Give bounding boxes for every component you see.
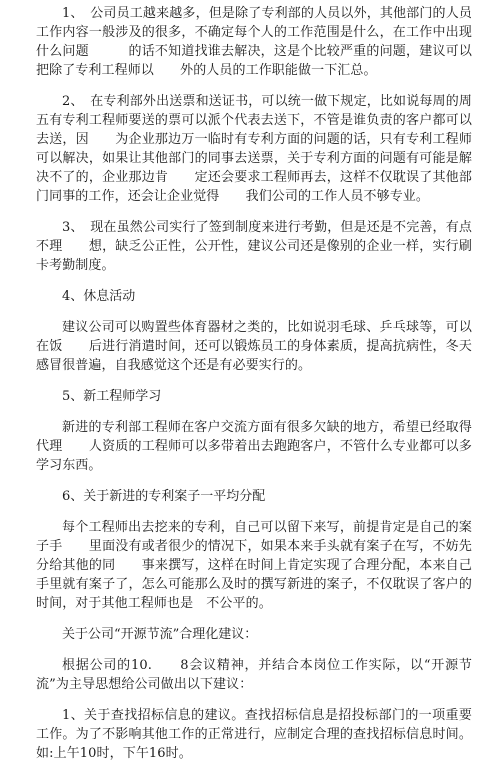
heading-new-engineer-learning: 5、新工程师学习 xyxy=(62,389,162,404)
heading-open-source-suggestions: 关于公司“开源节流”合理化建议： xyxy=(62,627,258,642)
paragraph-4: 建议公司可以购置些体育器材之类的，比如说羽毛球、乒乓球等，可以在饭 后进行消遣时间，还可以锻炼员工的身体素质，提高抗病性，冬天感冒很普遍，自我感觉这个还是有必要实行的。 xyxy=(36,320,472,373)
paragraph-2: 2、 在专利部外出送票和送证书，可以统一做下规定，比如说每周的周五有专利工程师要送的票可以派个代表去送下，不管是谁负责的客户都可以去送，因 为企业那边万一临时有专利方面的问题的话，只有专利工程师可以解决，如果让其他部门的同事去送票，关于专利方面的问题有可能是解决不了的，企业那边肯 定还会要求工程师再去，这样不仅耽误了其他部门同事的工作，还会让企业觉得 我们公司的工作人员不够专业。 xyxy=(36,94,472,204)
paragraph-1: 1、 公司员工越来越多，但是除了专利部的人员以外，其他部门的人员工作内容一般涉及的很多，不确定每个人的工作范围是什么，在工作中出现什么问题 的话不知道找谁去解决，这是个比较严重的问题，建议可以把除了专利工程师以 外的人员的工作职能做一下汇总。 xyxy=(36,6,472,78)
paragraph-7: 根据公司的10. 8会议精神，并结合本岗位工作实际，以“开源节流”为主导思想给公司做出以下建议： xyxy=(36,658,472,692)
paragraph-6: 每个工程师出去挖来的专利，自己可以留下来写，前提肯定是自己的案子手 里面没有或者很少的情况下，如果本来手头就有案子在写，不妨先分给其他的同 事来撰写，这样在时间上肯定实现了合理分配，本来自己手里就有案子了，怎么可能那么及时的撰写新进的案子，不仅耽误了客户的时间，对于其他工程师也是 不公平的。 xyxy=(36,520,472,611)
heading-case-distribution: 6、关于新进的专利案子一平均分配 xyxy=(62,489,266,504)
paragraph-8: 1、关于查找招标信息的建议。查找招标信息是招投标部门的一项重要工作。为了不影响其他工作的正常进行，应制定合理的查找招标信息时间。如:上午10时，下午16时。 xyxy=(36,708,472,761)
paragraph-3: 3、 现在虽然公司实行了签到制度来进行考勤，但是还是不完善，有点不理 想，缺乏公正性，公开性，建议公司还是像别的企业一样，实行刷卡考勤制度。 xyxy=(36,220,472,273)
heading-rest-activities: 4、休息活动 xyxy=(62,289,136,304)
paragraph-5: 新进的专利部工程师在客户交流方面有很多欠缺的地方，希望已经取得代理 人资质的工程师可以多带着出去跑跑客户，不管什么专业都可以多学习东西。 xyxy=(36,420,472,473)
